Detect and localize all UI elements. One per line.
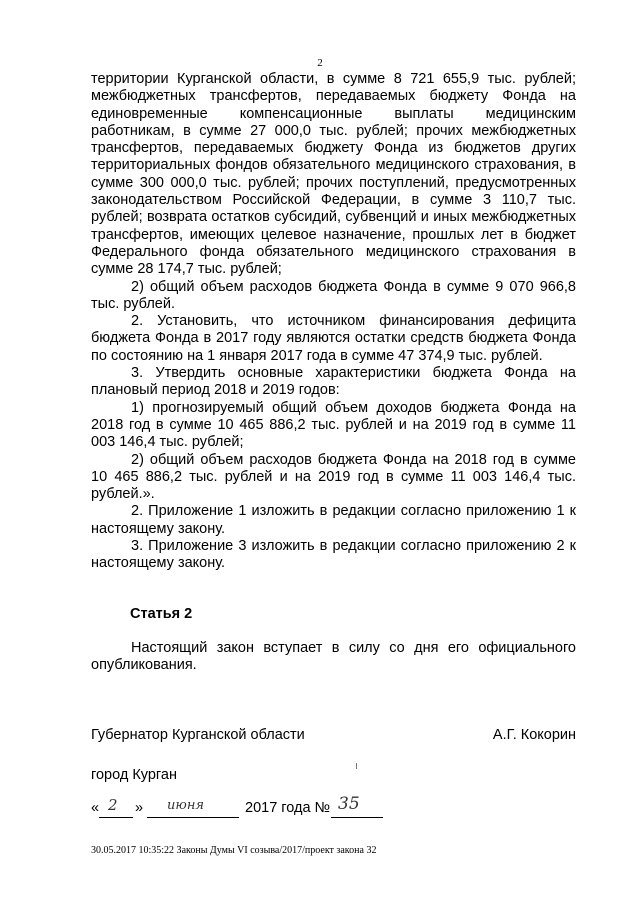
handwritten-month: июня	[167, 798, 204, 813]
page-number: 2	[317, 57, 323, 69]
month-blank	[147, 817, 239, 818]
paragraph-appendix-3: 3. Приложение 3 изложить в редакции согласно приложению 2 к настоящему закону.	[91, 538, 576, 572]
city: город Курган	[91, 767, 177, 783]
paragraph-appendix-1: 2. Приложение 1 изложить в редакции согласно приложению 1 к настоящему закону.	[91, 503, 576, 537]
signature-title: Губернатор Курганской области	[91, 727, 305, 743]
article-heading: Статья 2	[130, 606, 193, 622]
paragraph-expenses-2017: 2) общий объем расходов бюджета Фонда в сумме 9 070 966,8 тыс. рублей.	[91, 278, 576, 312]
date-year-text: 2017 года №	[245, 800, 331, 816]
paragraph-expenses-forecast: 2) общий объем расходов бюджета Фонда на 2018 год в сумме 10 465 886,2 тыс. рублей и на 2019 год в сумме 11 003 146,4 тыс. рублей.».	[91, 451, 576, 503]
article-text: Настоящий закон вступает в силу со дня его официального опубликования.	[91, 640, 576, 674]
handwritten-day: 2	[108, 796, 118, 814]
stray-mark	[356, 763, 357, 769]
signature-name: А.Г. Кокорин	[492, 727, 576, 743]
paragraph-revenue-continuation: территории Курганской области, в сумме 8 721 655,9 тыс. рублей; межбюджетных трансфертов, передаваемых бюджету Фонда на единовременные компенсационные выплаты медицинским работникам, в сумме 27 000,0 тыс. рублей; прочих межбюджетных трансфертов, передаваемых бюджету Фонда из бюджетов других территориальных фондов обязательного медицинского страхования, в сумме 300 000,0 тыс. рублей; прочих поступлений, предусмотренных законодательством Российской Федерации, в сумме 3 110,7 тыс. рублей; возврата остатков субсидий, субвенций и иных межбюджетных трансфертов, имеющих целевое назначение, прошлых лет в бюджет Федерального фонда обязательного медицинского страхования в сумме 28 174,7 тыс. рублей;	[91, 71, 576, 278]
footer-file-info: 30.05.2017 10:35:22 Законы Думы VI созыва/2017/проект закона 32	[91, 845, 377, 856]
law-body	[91, 71, 576, 573]
day-blank	[99, 817, 133, 818]
date-line	[91, 794, 471, 824]
paragraph-deficit-source: 2. Установить, что источником финансирования дефицита бюджета Фонда в 2017 году являются остатки средств бюджета Фонда по состоянию на 1 января 2017 года в сумме 47 374,9 тыс. рублей.	[91, 313, 576, 364]
date-close-quote: »	[135, 800, 144, 816]
date-open-quote: «	[91, 800, 100, 816]
number-blank	[331, 817, 383, 818]
paragraph-revenue-forecast: 1) прогнозируемый общий объем доходов бюджета Фонда на 2018 год в сумме 10 465 886,2 тыс. рублей и на 2019 год в сумме 11 003 146,4 тыс. рублей;	[91, 399, 576, 451]
paragraph-planning-period: 3. Утвердить основные характеристики бюджета Фонда на плановый период 2018 и 2019 годов:	[91, 365, 576, 399]
handwritten-number: 35	[338, 794, 360, 814]
